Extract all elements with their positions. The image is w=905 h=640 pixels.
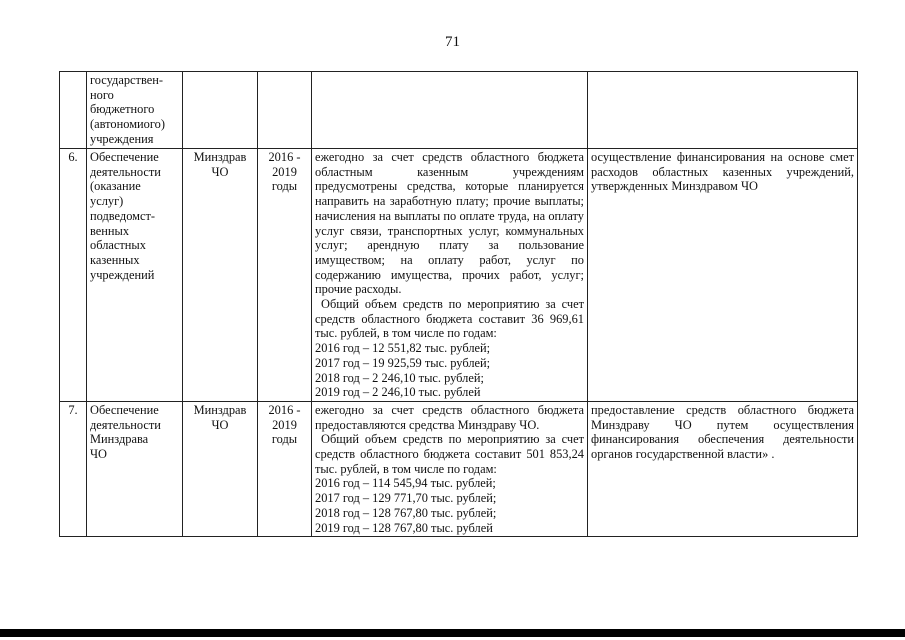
funding-cell	[312, 72, 588, 149]
page-number: 71	[445, 34, 460, 50]
table-row	[60, 401, 858, 536]
funding-year-line: 2016 год – 12 551,82 тыс. рублей;	[315, 341, 491, 356]
measure-name-line: ного	[90, 87, 114, 102]
funding-year-line: 2019 год – 128 767,80 тыс. рублей	[315, 520, 493, 535]
funding-year-line: 2017 год – 129 771,70 тыс. рублей;	[315, 491, 497, 506]
measure-name-line: (оказание	[90, 179, 141, 194]
period-cell: 2016 - 2019 годы	[258, 401, 312, 536]
executor-cell	[183, 72, 258, 149]
executor-cell: Минздрав ЧО	[183, 401, 258, 536]
measure-name-line: областных	[90, 238, 146, 253]
funding-cell	[312, 401, 588, 536]
measure-name-cell	[87, 72, 183, 149]
funding-year-line: 2017 год – 19 925,59 тыс. рублей;	[315, 355, 491, 370]
measure-name-line: Минздрава	[90, 432, 149, 447]
funding-cell	[312, 149, 588, 402]
table-row	[60, 149, 858, 402]
mechanism-cell	[588, 72, 858, 149]
measure-name-cell	[87, 401, 183, 536]
measure-name-line: государствен-	[90, 73, 163, 87]
measure-name-line: учреждения	[90, 131, 154, 146]
measure-name-line: учреждений	[90, 267, 155, 282]
program-measures-table	[59, 71, 858, 537]
measure-name-line: подведомст-	[90, 208, 156, 223]
measure-name-line: Обеспечение	[90, 150, 159, 164]
measure-name-line: деятельности	[90, 164, 161, 179]
table-row	[60, 72, 858, 149]
measure-name-line: ЧО	[90, 447, 108, 462]
mechanism-cell: предоставление средств областного бюджета Минздраву ЧО путем осуществления финансирования обеспечения деятельности органов государственной власти» .	[588, 401, 858, 536]
funding-text: ежегодно за счет средств областного бюджета предоставляются средства Минздраву ЧО.	[315, 402, 584, 432]
funding-text: ежегодно за счет средств областного бюджета областным казенным учреждениям предусмотрены средства, которые планируется направить на заработную плату; прочие выплаты; начисления на выплаты по оплате труда, на оплату услуг связи, транспортных услуг, коммунальных услуг; арендную плату за пользование имуществом; на оплату работ, услуг по содержанию имущества, прочих работ, услуг; прочие расходы.	[315, 150, 584, 297]
measure-name-line: бюджетного	[90, 102, 155, 117]
measure-name-line: венных	[90, 223, 130, 238]
measure-name-line: казенных	[90, 252, 140, 267]
measure-name-line: Обеспечение	[90, 402, 159, 417]
row-number-cell: 6.	[60, 149, 87, 402]
row-number-cell: 7.	[60, 401, 87, 536]
funding-year-line: 2018 год – 128 767,80 тыс. рублей;	[315, 505, 497, 520]
funding-total: Общий объем средств по мероприятию за счет средств областного бюджета составит 501 853,24 тыс. рублей, в том числе по годам:	[315, 432, 584, 476]
row-number-cell	[60, 72, 87, 149]
measure-name-line: деятельности	[90, 417, 161, 432]
scan-bottom-edge	[0, 629, 905, 637]
period-cell	[258, 72, 312, 149]
measure-name-line: услуг)	[90, 194, 124, 209]
period-cell: 2016 - 2019 годы	[258, 149, 312, 402]
funding-year-line: 2019 год – 2 246,10 тыс. рублей	[315, 385, 481, 400]
funding-total: Общий объем средств по мероприятию за счет средств областного бюджета составит 36 969,61 тыс. рублей, в том числе по годам:	[315, 297, 584, 341]
funding-year-line: 2016 год – 114 545,94 тыс. рублей;	[315, 476, 496, 491]
measure-name-cell	[87, 149, 183, 402]
funding-year-line: 2018 год – 2 246,10 тыс. рублей;	[315, 370, 484, 385]
mechanism-cell: осуществление финансирования на основе смет расходов областных казенных учреждений, утвержденных Минздравом ЧО	[588, 149, 858, 402]
executor-cell: Минздрав ЧО	[183, 149, 258, 402]
measure-name-line: (автономиого)	[90, 117, 165, 132]
